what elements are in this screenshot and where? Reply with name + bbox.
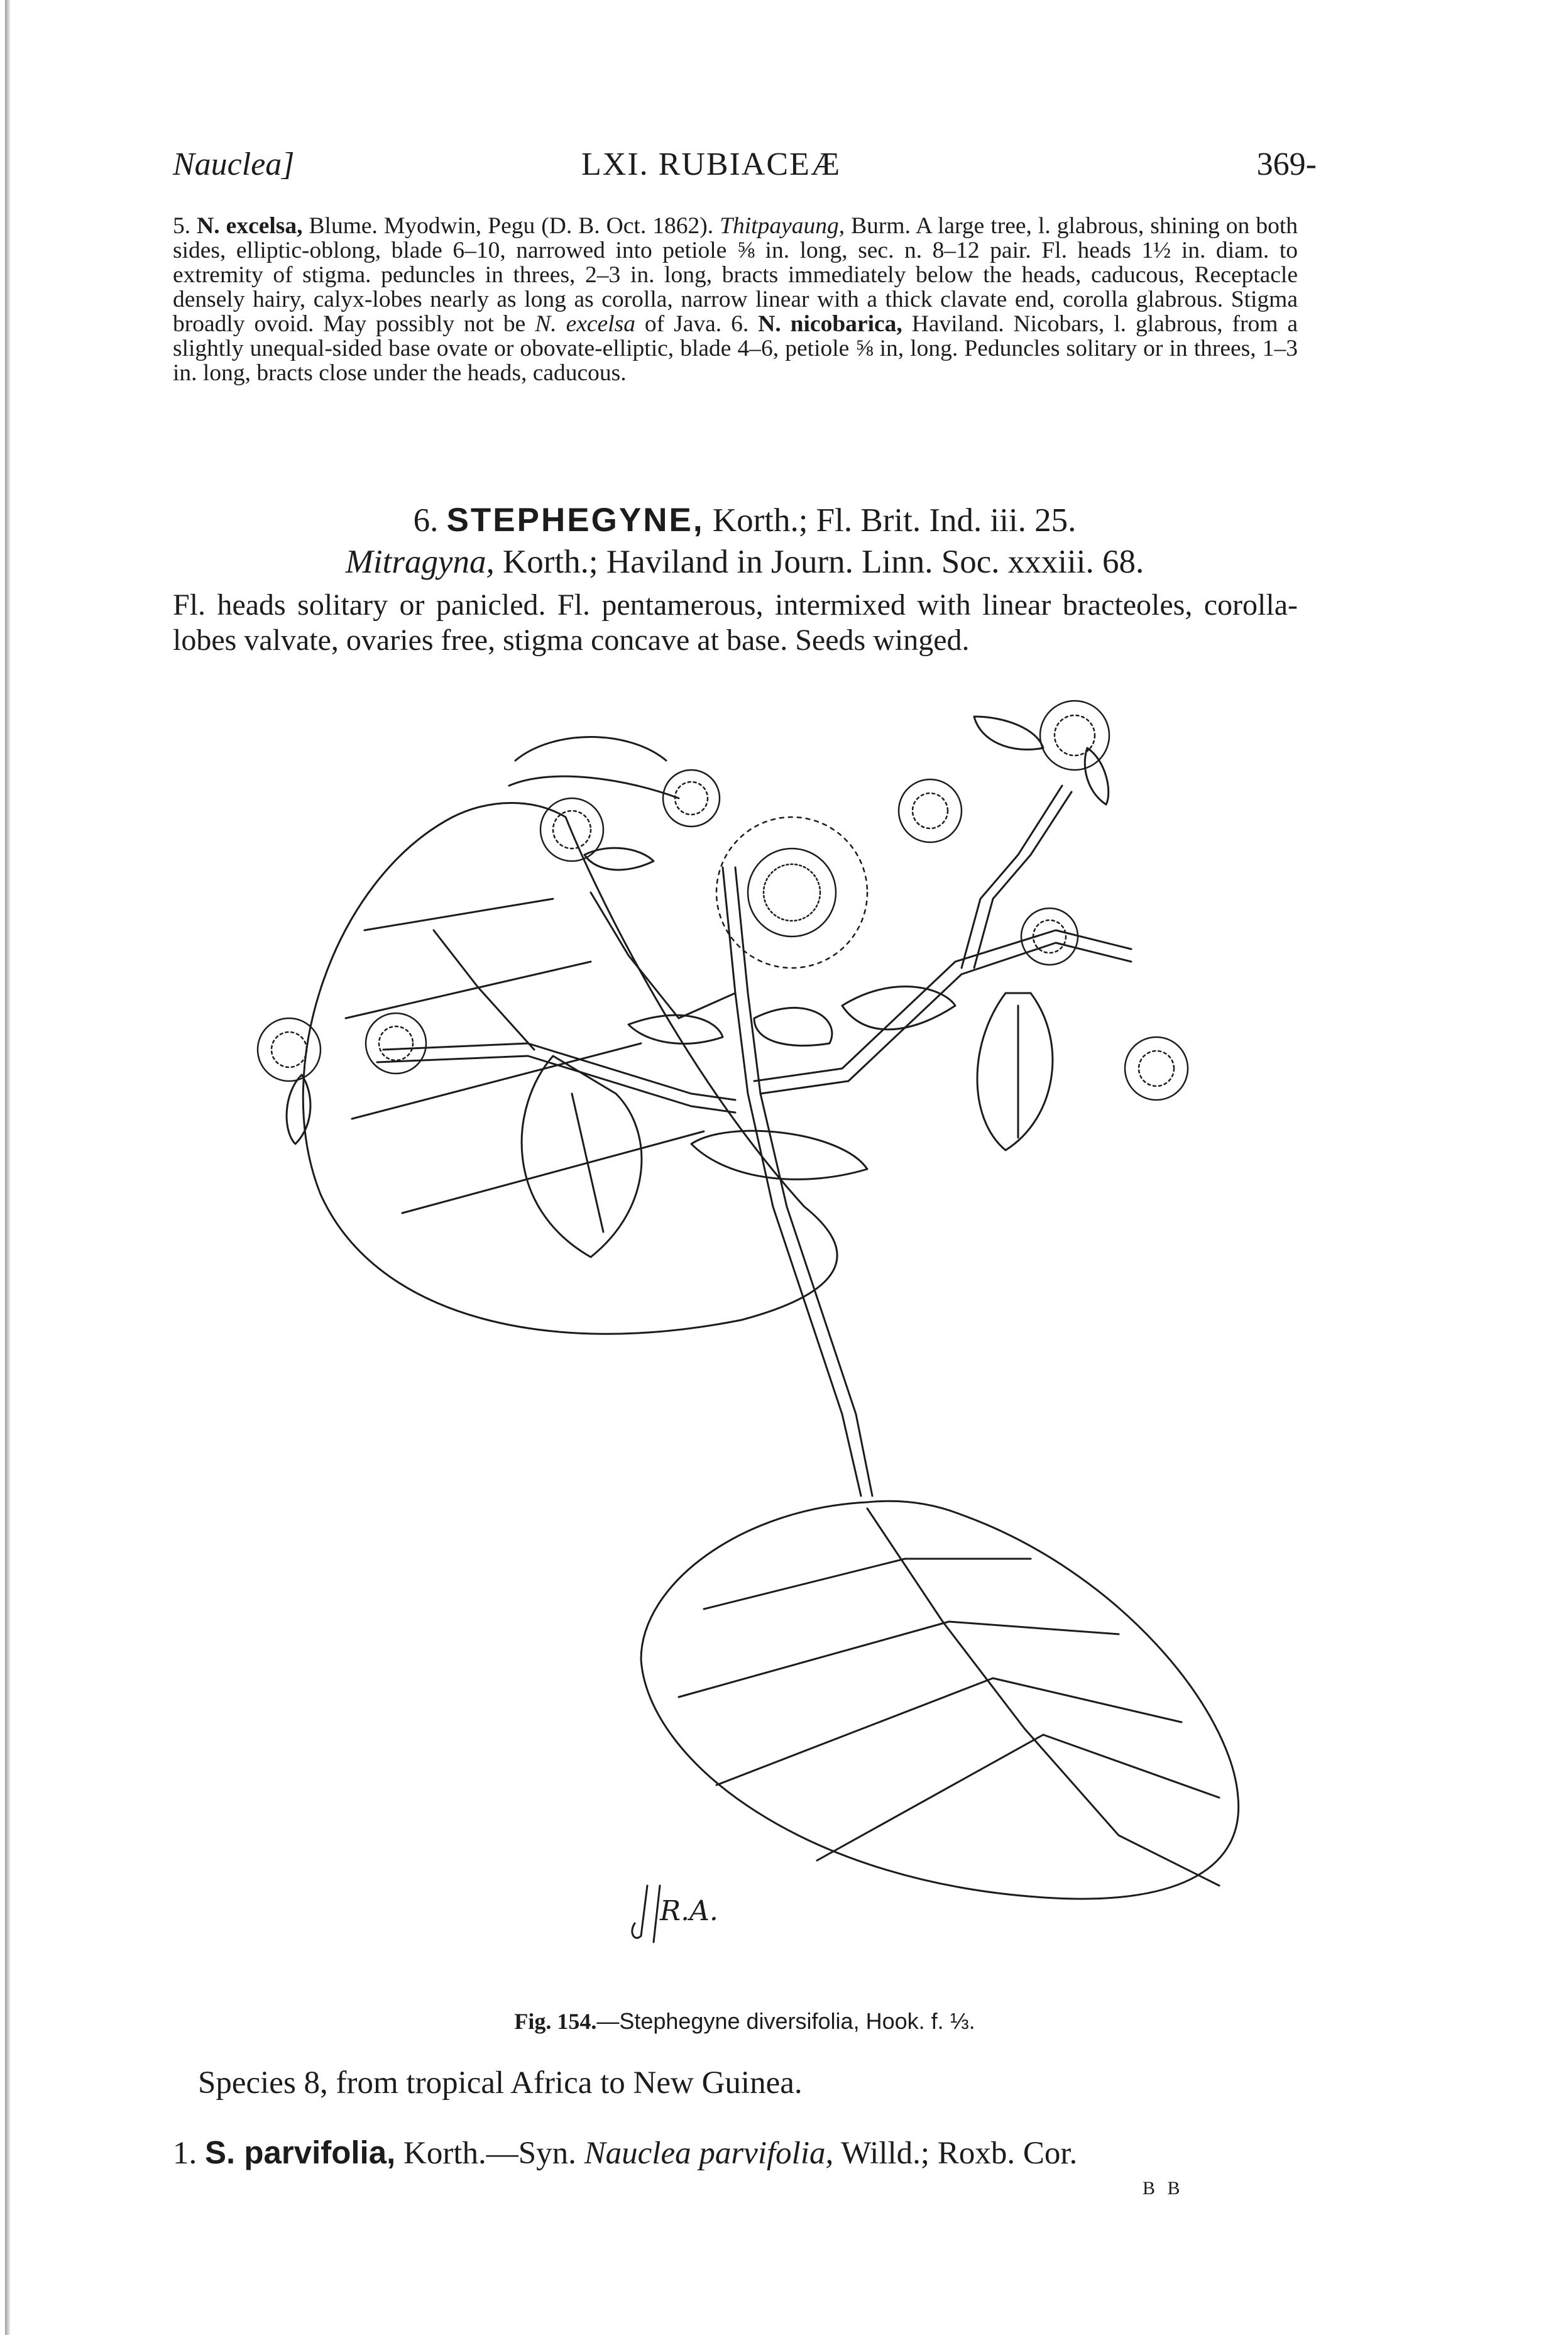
header-family: LXI. RUBIACEÆ [581,146,842,182]
page-number: 369- [1256,146,1317,182]
species-text: Korth.—Syn. [395,2136,584,2171]
genus-heading [173,500,1317,583]
species-count: Species 8, from tropical Africa to New Guinea. [198,2065,803,2101]
figure-caption [173,2008,1317,2035]
lower-large-leaf [632,1501,1239,1942]
flower-heads [258,701,1188,1100]
side-leaves [287,717,1109,1257]
genus-reference: Korth.; Fl. Brit. Ind. iii. 25. [704,502,1077,539]
genus-number: 6. [413,502,439,539]
species-text: Willd.; Roxb. Cor. [833,2136,1078,2171]
species-number: 5. [173,213,191,239]
species-name: S. parvifolia, [205,2134,396,2170]
species-text: of Java. [635,311,722,337]
genus-description: Fl. heads solitary or panicled. Fl. pentamerous, intermixed with linear bracteoles, corolla-lobes valvate, ovaries free, stigma concave at base. Seeds winged. [173,588,1298,657]
synonym-reference: Korth.; Haviland in Journ. Linn. Soc. xxxiii. 68. [494,544,1144,580]
species-number: 1. [173,2136,197,2171]
botanical-illustration [239,691,1244,1948]
artist-initials: R.A. [660,1895,718,1927]
species-notes [173,214,1298,385]
genus-title-line [173,500,1317,541]
running-head [173,146,1317,196]
synonym-name: Nauclea parvifolia, [584,2136,834,2171]
species-name: N. excelsa, [197,213,303,239]
reference-name: N. excelsa [535,311,635,337]
species-5-entry [173,214,1298,385]
stephegyne-drawing [239,691,1244,1948]
signature-mark: B B [1143,2178,1184,2199]
first-species-entry [173,2134,1298,2172]
vernacular-name: Thitpayaung, [720,213,845,239]
genus-synonym: Mitragyna, [345,544,495,580]
genus-synonym-line [173,541,1317,583]
upper-leaf [509,737,679,799]
figure-caption-text: —Stephegyne diversifolia, Hook. f. ⅓. [596,2008,975,2034]
figure-number: Fig. 154. [514,2009,597,2034]
species-name: N. nicobarica, [758,311,902,337]
page-edge-shadow [5,0,10,2335]
header-genus: Nauclea] [173,146,295,182]
species-text: Burm. A large tree, l. glabrous, shining on both sides, elliptic-oblong, blade 6–10, narrowed into petiole ⅝ in. long, sec. n. 8–12 pair. Fl. heads 1½ in. diam. to extremity of stigma. peduncles in threes, 2–3 in. long, bracts immediately below the heads, caducous, Receptacle densely hairy, calyx-lobes nearly as long as corolla, narrow linear with a thick clavate end, corolla glabrous. Stigma broadly ovoid. May possibly not be [173,213,1298,337]
species-text: Blume. Myodwin, Pegu (D. B. Oct. 1862). [302,213,720,239]
species-number: 6. [731,311,749,337]
genus-name: STEPHEGYNE, [446,502,705,539]
species-text: Haviland. Nicobars, l. glabrous, from a slightly unequal-sided base ovate or obovate-elliptic, blade 4–6, petiole ⅝ in, long. Peduncles solitary or in threes, 1–3 in. long, bracts close under the heads, caducous. [173,311,1298,386]
